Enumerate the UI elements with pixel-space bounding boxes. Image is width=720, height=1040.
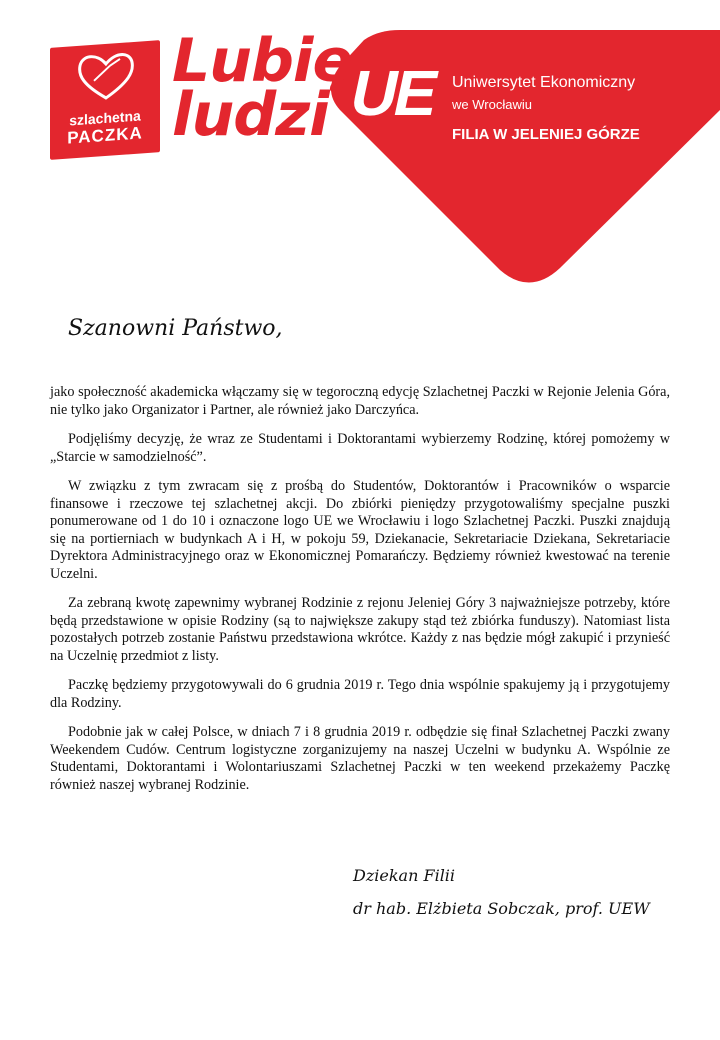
signature-title: Dziekan Filii [353, 866, 456, 885]
letter-body [50, 384, 670, 806]
paczka-logo-line2: PACZKA [67, 123, 143, 148]
ue-logo-mark: UE [344, 57, 443, 129]
paragraph: Podobnie jak w całej Polsce, w dniach 7 i 8 grudnia 2019 r. odbędzie się finał Szlachetnej Paczki zwany Weekendem Cudów. Centrum logistyczne zorganizujemy na naszej Uczelni w budynku A. Wspólnie ze Studentami, Doktorantami i Wolontariuszami Szlachetnej Paczki w ten weekend przekażemy Paczkę również naszej wybranej Rodzinie. [50, 724, 670, 793]
ue-city: we Wrocławiu [452, 97, 532, 112]
slogan-line1: Lubię [172, 26, 353, 96]
ue-university-name: Uniwersytet Ekonomiczny [452, 74, 636, 91]
paragraph: jako społeczność akademicka włączamy się w tegoroczną edycję Szlachetnej Paczki w Rejonie Jelenia Góra, nie tylko jako Organizator i Partner, ale również jako Darczyńca. [50, 384, 670, 418]
paragraph: Paczkę będziemy przygotowywali do 6 grudnia 2019 r. Tego dnia wspólnie spakujemy ją i przygotujemy dla Rodziny. [50, 677, 670, 711]
ue-branch: FILIA W JELENIEJ GÓRZE [452, 126, 640, 143]
slogan-line2: ludzi [172, 80, 329, 150]
szlachetna-paczka-logo [50, 40, 160, 160]
paczka-logo-line1: szlachetna [69, 107, 141, 129]
letter-greeting: Szanowni Państwo, [68, 316, 283, 341]
paragraph: Podjęliśmy decyzję, że wraz ze Studentami i Doktorantami wybierzemy Rodzinę, której pomożemy w „Starcie w samodzielność”. [50, 431, 670, 465]
heart-icon [74, 48, 138, 104]
slogan [172, 26, 353, 150]
paragraph: W związku z tym zwracam się z prośbą do Studentów, Doktorantów i Pracowników o wsparcie finansowe i rzeczowe tej szlachetnej akcji. Do zbiórki pieniędzy przygotowaliśmy specjalne puszki ponumerowane od 1 do 10 i oznaczone logo UE we Wrocławiu i logo Szlachetnej Paczki. Puszki znajdują się na portierniach w budynkach A i H, w pokoju 59, Dziekanacie, Sekretariacie Dziekana, Sekretariacie Dyrektora Administracyjnego oraz w Ekonomicznej Pomarańczy. Będziemy również kwestować na terenie Uczelni. [50, 478, 670, 582]
signature-name: dr hab. Elżbieta Sobczak, prof. UEW [353, 899, 650, 918]
paragraph: Za zebraną kwotę zapewnimy wybranej Rodzinie z rejonu Jeleniej Góry 3 najważniejsze potrzeby, które będą przedstawione w opisie Rodziny (są to największe zakupy stąd też zbiórka funduszy). Natomiast lista pozostałych potrzeb zostanie Państwu przedstawiona wkrótce. Każdy z nas będzie mógł zakupić i przynieść na Uczelnię przedmiot z listy. [50, 595, 670, 664]
